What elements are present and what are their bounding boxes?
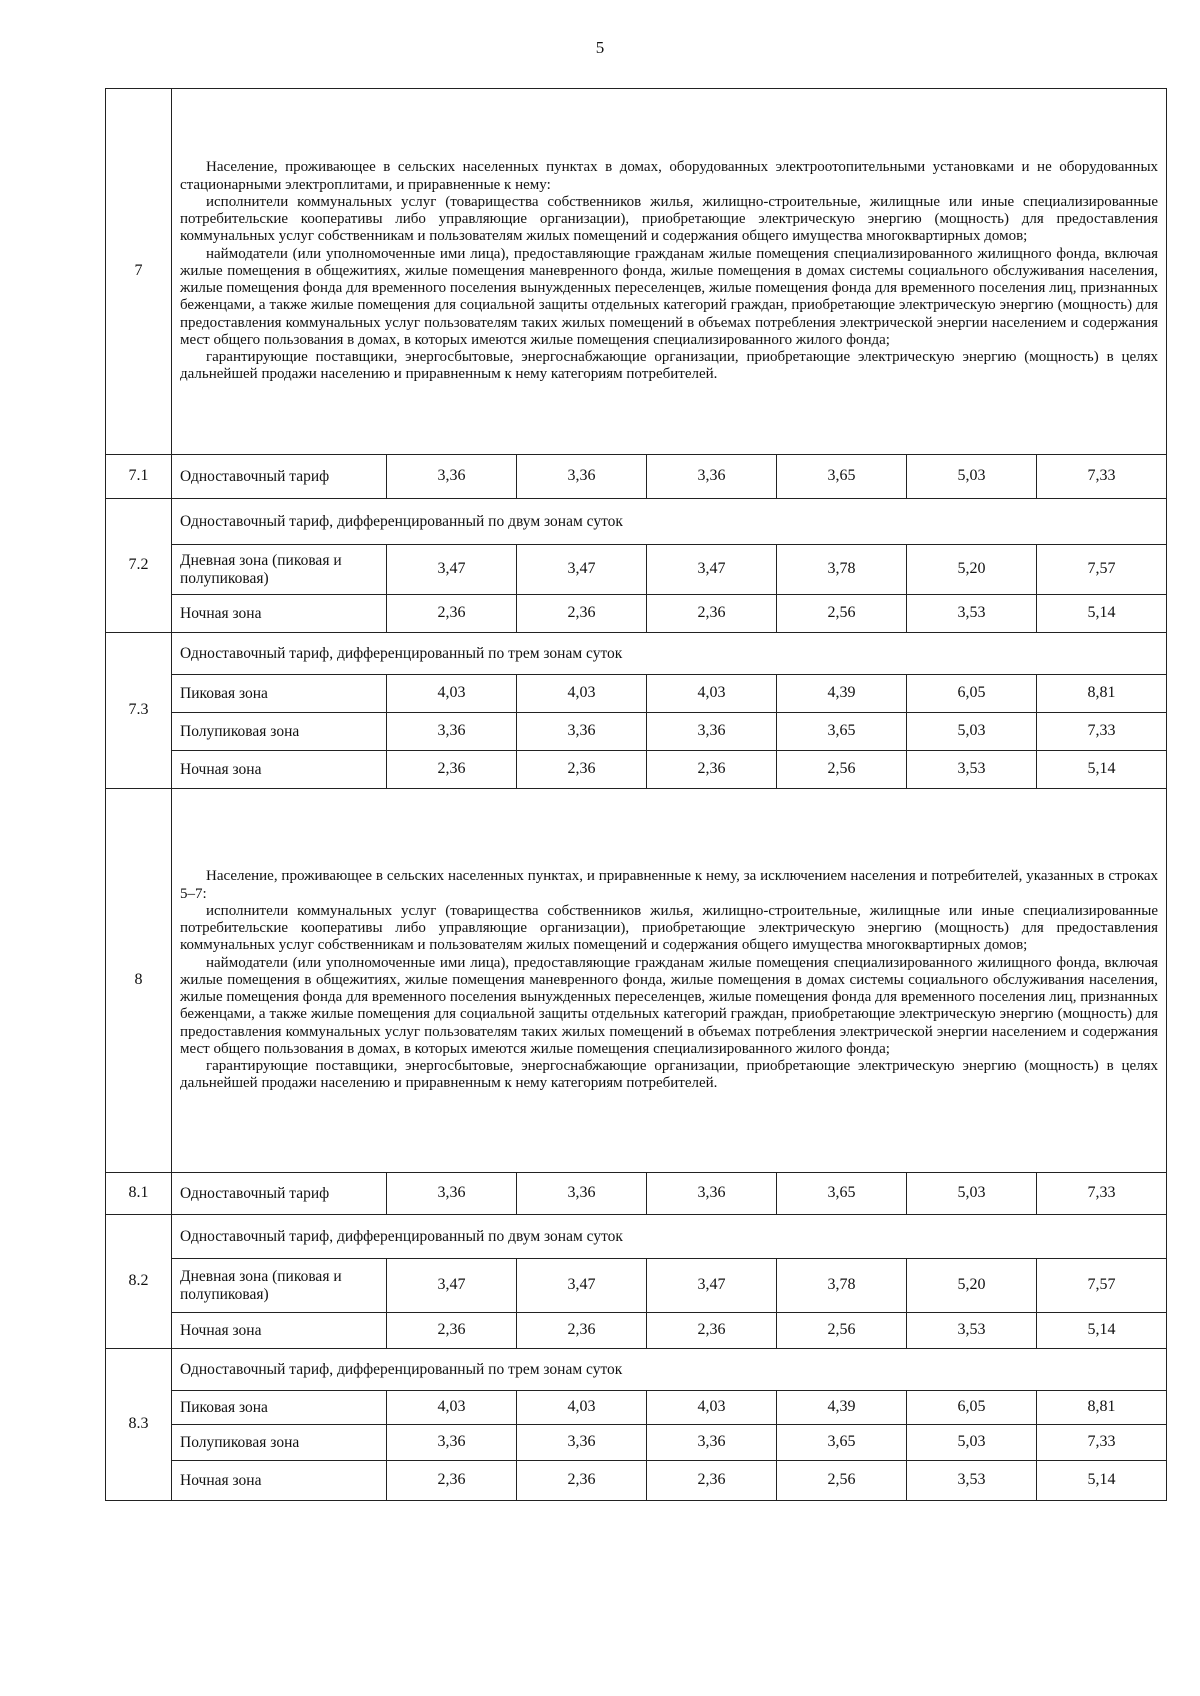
tariff-value-cell: 3,36 — [647, 713, 777, 751]
three-zone-row — [106, 675, 1167, 713]
tariff-value-cell: 3,36 — [517, 713, 647, 751]
three-zone-title: Одноставочный тариф, дифференцированный по трем зонам суток — [172, 1349, 1167, 1391]
two-zone-row — [106, 545, 1167, 595]
row-number: 8.1 — [106, 1173, 172, 1215]
tariff-value-cell: 3,78 — [777, 545, 907, 595]
row-number: 8.2 — [106, 1215, 172, 1349]
tariff-value-cell: 2,36 — [517, 1461, 647, 1501]
zone-label: Ночная зона — [172, 751, 387, 789]
zone-label: Пиковая зона — [172, 675, 387, 713]
tariff-value-cell: 3,53 — [907, 595, 1037, 633]
two-zone-header-row — [106, 499, 1167, 545]
tariff-value-cell: 6,05 — [907, 675, 1037, 713]
tariff-value-cell: 5,14 — [1037, 1461, 1167, 1501]
tariff-value-cell: 3,47 — [387, 545, 517, 595]
description-paragraph: наймодатели (или уполномоченные ими лица), предоставляющие гражданам жилые помещения специализированного жилищного фонда, включая жилые помещения в общежитиях, жилые помещения маневренного фонда, жилые помещения в домах системы социального обслуживания населения, жилые помещения фонда для временного поселения вынужденных переселенцев, жилые помещения фонда для временного поселения лиц, признанных беженцами, а также жилые помещения для социальной защиты отдельных категорий граждан, приобретающие электрическую энергию (мощность) для предоставления коммунальных услуг пользователям таких жилых помещений в объемах потребления электрической энергии населением и содержания мест общего пользования в домах, в которых имеются жилые помещения специализированного жилого фонда; — [180, 954, 1159, 1057]
tariff-value-cell: 2,36 — [387, 751, 517, 789]
three-zone-title: Одноставочный тариф, дифференцированный по трем зонам суток — [172, 633, 1167, 675]
tariff-table-body — [106, 89, 1167, 1501]
tariff-value-cell: 3,47 — [517, 545, 647, 595]
tariff-value-cell: 2,36 — [387, 595, 517, 633]
tariff-value-cell: 2,56 — [777, 751, 907, 789]
zone-label: Ночная зона — [172, 1461, 387, 1501]
tariff-value-cell: 3,36 — [387, 1425, 517, 1461]
section-description-row — [106, 89, 1167, 455]
zone-label: Дневная зона (пиковая и полупиковая) — [172, 545, 387, 595]
tariff-value-cell: 4,03 — [387, 1391, 517, 1425]
tariff-value-cell: 3,65 — [777, 1425, 907, 1461]
tariff-value-cell: 7,57 — [1037, 545, 1167, 595]
tariff-value-cell: 8,81 — [1037, 1391, 1167, 1425]
tariff-value-cell: 2,36 — [517, 751, 647, 789]
two-zone-row — [106, 1313, 1167, 1349]
tariff-value-cell: 5,14 — [1037, 595, 1167, 633]
tariff-value-cell: 3,36 — [387, 713, 517, 751]
tariff-value-cell: 3,65 — [777, 1173, 907, 1215]
tariff-value-cell: 7,33 — [1037, 455, 1167, 499]
section-description — [172, 89, 1167, 455]
description-paragraph: гарантирующие поставщики, энергосбытовые, энергоснабжающие организации, приобретающие электрическую энергию (мощность) в целях дальнейшей продажи населению и приравненным к нему категориям потребителей. — [180, 349, 1159, 383]
zone-label: Пиковая зона — [172, 1391, 387, 1425]
tariff-value-cell: 3,36 — [387, 455, 517, 499]
tariff-value-cell: 4,39 — [777, 675, 907, 713]
tariff-value-cell: 3,36 — [647, 1425, 777, 1461]
row-number: 7.3 — [106, 633, 172, 789]
two-zone-title: Одноставочный тариф, дифференцированный по двум зонам суток — [172, 499, 1167, 545]
tariff-value-cell: 3,36 — [647, 1173, 777, 1215]
tariff-value-cell: 4,03 — [517, 675, 647, 713]
tariff-value-cell: 4,39 — [777, 1391, 907, 1425]
tariff-value-cell: 3,53 — [907, 1461, 1037, 1501]
tariff-value-cell: 2,36 — [647, 751, 777, 789]
zone-label: Дневная зона (пиковая и полупиковая) — [172, 1259, 387, 1313]
section-description — [172, 789, 1167, 1173]
tariff-value-cell: 8,81 — [1037, 675, 1167, 713]
tariff-value-cell: 3,47 — [517, 1259, 647, 1313]
description-paragraph: исполнители коммунальных услуг (товарищества собственников жилья, жилищно-строительные, жилищные или иные специализированные потребительские кооперативы либо управляющие организации), приобретающие электрическую энергию (мощность) для предоставления коммунальных услуг собственникам и пользователям жилых помещений и содержания общего имущества многоквартирных домов; — [180, 902, 1159, 954]
tariff-value-cell: 5,20 — [907, 545, 1037, 595]
row-number: 7.1 — [106, 455, 172, 499]
tariff-value-cell: 5,03 — [907, 455, 1037, 499]
tariff-value-cell: 4,03 — [647, 1391, 777, 1425]
tariff-value-cell: 3,36 — [517, 455, 647, 499]
tariff-value-cell: 2,36 — [647, 1313, 777, 1349]
two-zone-title: Одноставочный тариф, дифференцированный по двум зонам суток — [172, 1215, 1167, 1259]
section-description-row — [106, 789, 1167, 1173]
tariff-value-cell: 3,78 — [777, 1259, 907, 1313]
tariff-value-cell: 2,36 — [387, 1461, 517, 1501]
tariff-value-cell: 2,56 — [777, 1461, 907, 1501]
two-zone-header-row — [106, 1215, 1167, 1259]
tariff-value-cell: 5,03 — [907, 1425, 1037, 1461]
tariff-value-cell: 5,03 — [907, 1173, 1037, 1215]
tariff-value-cell: 3,47 — [387, 1259, 517, 1313]
tariff-value-cell: 2,36 — [647, 595, 777, 633]
section-number: 8 — [106, 789, 172, 1173]
row-number: 7.2 — [106, 499, 172, 633]
tariff-value-cell: 5,14 — [1037, 1313, 1167, 1349]
tariff-value-cell: 7,33 — [1037, 1425, 1167, 1461]
tariff-value-cell: 2,56 — [777, 1313, 907, 1349]
two-zone-row — [106, 1259, 1167, 1313]
tariff-value-cell: 3,36 — [517, 1425, 647, 1461]
tariff-value-cell: 2,36 — [647, 1461, 777, 1501]
zone-label: Ночная зона — [172, 1313, 387, 1349]
tariff-value-cell: 3,36 — [517, 1173, 647, 1215]
three-zone-row — [106, 1425, 1167, 1461]
tariff-value-cell: 3,53 — [907, 751, 1037, 789]
tariff-value-cell: 4,03 — [387, 675, 517, 713]
page-number: 5 — [595, 38, 605, 57]
three-zone-header-row — [106, 1349, 1167, 1391]
row-number: 8.3 — [106, 1349, 172, 1501]
section-number: 7 — [106, 89, 172, 455]
description-paragraph: Население, проживающее в сельских населенных пунктах в домах, оборудованных электроотопительными установками и не оборудованных стационарными электроплитами, и приравненные к нему: — [180, 159, 1159, 193]
tariff-value-cell: 7,57 — [1037, 1259, 1167, 1313]
tariff-label: Одноставочный тариф — [172, 455, 387, 499]
tariff-value-cell: 5,14 — [1037, 751, 1167, 789]
tariff-table — [105, 88, 1167, 1501]
tariff-value-cell: 6,05 — [907, 1391, 1037, 1425]
tariff-value-cell: 2,56 — [777, 595, 907, 633]
single-rate-row — [106, 455, 1167, 499]
tariff-value-cell: 3,47 — [647, 1259, 777, 1313]
tariff-label: Одноставочный тариф — [172, 1173, 387, 1215]
description-paragraph: Население, проживающее в сельских населенных пунктах, и приравненные к нему, за исключением населения и потребителей, указанных в строках 5–7: — [180, 868, 1159, 902]
tariff-value-cell: 3,65 — [777, 713, 907, 751]
tariff-value-cell: 3,36 — [647, 455, 777, 499]
tariff-value-cell: 3,65 — [777, 455, 907, 499]
tariff-value-cell: 7,33 — [1037, 713, 1167, 751]
three-zone-row — [106, 751, 1167, 789]
tariff-value-cell: 2,36 — [387, 1313, 517, 1349]
three-zone-row — [106, 1391, 1167, 1425]
tariff-value-cell: 3,36 — [387, 1173, 517, 1215]
description-paragraph: исполнители коммунальных услуг (товарищества собственников жилья, жилищно-строительные, жилищные или иные специализированные потребительские кооперативы либо управляющие организации), приобретающие электрическую энергию (мощность) для предоставления коммунальных услуг собственникам и пользователям жилых помещений и содержания общего имущества многоквартирных домов; — [180, 193, 1159, 245]
zone-label: Полупиковая зона — [172, 713, 387, 751]
zone-label: Полупиковая зона — [172, 1425, 387, 1461]
two-zone-row — [106, 595, 1167, 633]
single-rate-row — [106, 1173, 1167, 1215]
tariff-value-cell: 5,20 — [907, 1259, 1037, 1313]
description-paragraph: гарантирующие поставщики, энергосбытовые, энергоснабжающие организации, приобретающие электрическую энергию (мощность) в целях дальнейшей продажи населению и приравненным к нему категориям потребителей. — [180, 1058, 1159, 1092]
tariff-value-cell: 4,03 — [517, 1391, 647, 1425]
three-zone-row — [106, 713, 1167, 751]
tariff-value-cell: 2,36 — [517, 595, 647, 633]
description-paragraph: наймодатели (или уполномоченные ими лица), предоставляющие гражданам жилые помещения специализированного жилищного фонда, включая жилые помещения в общежитиях, жилые помещения маневренного фонда, жилые помещения в домах системы социального обслуживания населения, жилые помещения фонда для временного поселения вынужденных переселенцев, жилые помещения фонда для временного поселения лиц, признанных беженцами, а также жилые помещения для социальной защиты отдельных категорий граждан, приобретающие электрическую энергию (мощность) для предоставления коммунальных услуг пользователям таких жилых помещений в объемах потребления электрической энергии населением и содержания мест общего пользования в домах, в которых имеются жилые помещения специализированного жилого фонда; — [180, 245, 1159, 348]
tariff-value-cell: 4,03 — [647, 675, 777, 713]
three-zone-header-row — [106, 633, 1167, 675]
three-zone-row — [106, 1461, 1167, 1501]
tariff-value-cell: 5,03 — [907, 713, 1037, 751]
tariff-value-cell: 2,36 — [517, 1313, 647, 1349]
zone-label: Ночная зона — [172, 595, 387, 633]
tariff-value-cell: 3,47 — [647, 545, 777, 595]
tariff-value-cell: 7,33 — [1037, 1173, 1167, 1215]
tariff-value-cell: 3,53 — [907, 1313, 1037, 1349]
